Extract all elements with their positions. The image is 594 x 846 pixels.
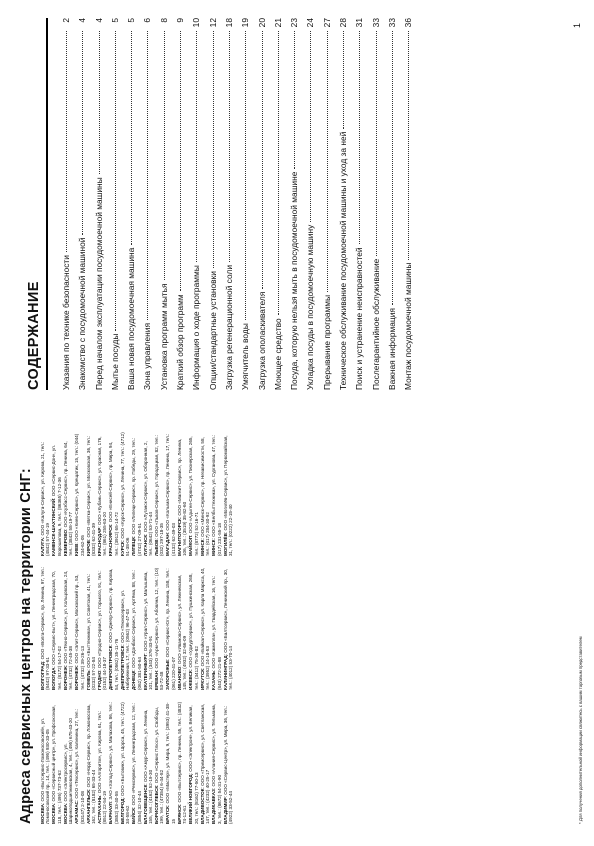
service-entry bbox=[51, 700, 62, 824]
toc-item-page: 12 bbox=[207, 18, 218, 28]
service-entry bbox=[154, 432, 165, 556]
toc-dot-leader bbox=[245, 31, 246, 320]
service-entry bbox=[211, 432, 222, 556]
toc-item-label: Краткий обзор программ bbox=[175, 294, 186, 390]
service-entry bbox=[131, 432, 142, 556]
service-entry-city: МАГАДАН bbox=[165, 533, 171, 556]
service-entry-details: : ООО «Примсервис», ул. Светланская, 147, тел.: (4232) 40-25-17 bbox=[199, 703, 211, 824]
toc-item[interactable] bbox=[123, 18, 139, 390]
service-entry-city: АРЗАМАС bbox=[74, 801, 80, 824]
service-entry-city: ВОРОНЕЖ bbox=[62, 666, 68, 690]
service-entry-city: ВОЛГОГРАД bbox=[40, 661, 45, 690]
service-entry-city: МИНСК bbox=[211, 539, 217, 556]
toc-dot-leader bbox=[82, 31, 83, 235]
toc-item-page: 28 bbox=[338, 18, 349, 28]
toc-item[interactable] bbox=[351, 18, 367, 390]
toc-dot-leader bbox=[229, 31, 230, 262]
service-footnote: * Для получения дополнительной информации свяжитесь с вашим торговым представителем bbox=[578, 636, 583, 824]
service-entry bbox=[200, 700, 211, 824]
service-entry-details: : ООО «Колыма-Сервис», пр. Ленина, 17, тел.: (4132) 62-49-03 bbox=[165, 433, 176, 556]
service-entry-details: : ООО «Магнит-Сервис», пр. Ленина, 106, тел.: (3519) 35-82-60 bbox=[176, 438, 188, 556]
service-entry-details: : ООО «Сервис-Юг», пр. Ленина, 158, тел.: (061) 220-41-07 bbox=[165, 568, 176, 690]
toc-item-page: 6 bbox=[142, 18, 153, 23]
service-entry-details: : ООО «Луганск-Сервис», ул. Оборонная, 2, тел.: (0642) 53-71-44 bbox=[142, 441, 154, 556]
service-entry-details: : ООО «Иваново-Сервис», ул. Лежневская, 145, тел.: (4932) 32-66-09 bbox=[176, 574, 188, 690]
service-entry-city: ЛИПЕЦК bbox=[131, 536, 137, 556]
service-entry bbox=[74, 566, 85, 690]
service-entry-city: МОСКВА bbox=[51, 804, 57, 824]
service-entry bbox=[51, 432, 62, 556]
service-entry bbox=[63, 700, 74, 824]
service-entry bbox=[177, 432, 188, 556]
toc-item[interactable] bbox=[270, 18, 286, 390]
service-entry bbox=[211, 566, 222, 690]
service-entry-city: ВОЛОГДА bbox=[51, 667, 57, 690]
toc-item-page: 18 bbox=[223, 18, 234, 28]
service-entry-details: : ООО «Бытсервис-Ломоносовский», ул. Ломоносовский пр., 14, тел.: (495) 930-33-05 bbox=[40, 717, 51, 824]
toc-item[interactable] bbox=[139, 18, 155, 390]
toc-item[interactable] bbox=[254, 18, 270, 390]
toc-item-page: 33 bbox=[370, 18, 381, 28]
toc-dot-leader bbox=[343, 31, 344, 129]
service-entry bbox=[143, 700, 154, 824]
service-entry-details: : ООО «Вятка-Сервис», ул. Московская, 36, тел.: (8332) 62-41-39 bbox=[85, 435, 97, 556]
toc-item-label: Ваша новая посудомоечная машина bbox=[126, 247, 137, 390]
service-entry bbox=[188, 566, 199, 690]
service-entry-details: : ООО «Белбыттехника», ул. Сурганова, 47, тел.: (017) 231-55-18 bbox=[211, 434, 222, 556]
toc-item[interactable] bbox=[172, 18, 188, 390]
toc-dot-leader bbox=[131, 31, 132, 245]
toc-item-page: 19 bbox=[240, 18, 251, 28]
toc-item-label: Умягчитель воды bbox=[240, 323, 251, 390]
service-entry bbox=[86, 700, 97, 824]
toc-dot-leader bbox=[392, 31, 393, 305]
toc-item-page: 20 bbox=[256, 18, 267, 28]
toc-item-label: Укладка посуды в посудомоечную машину bbox=[305, 224, 316, 390]
service-entry bbox=[108, 566, 119, 690]
service-entry bbox=[200, 432, 211, 556]
service-entry bbox=[143, 566, 154, 690]
service-entry-details: : ООО «Гродно-Сервис», ул. Горького, 91, тел.: (0152) 44-18-37 bbox=[97, 570, 108, 690]
toc-item-page: 4 bbox=[77, 18, 88, 23]
service-entry bbox=[223, 432, 234, 556]
service-entry-details: : ЗАО «Холод-Сервис», ул. Малахова, 86, тел.: (3852) 33-40-55 bbox=[108, 701, 119, 824]
service-entry-city: МОСКВА bbox=[62, 804, 68, 824]
service-entry bbox=[40, 700, 51, 824]
service-entry-details: : ООО «Техсервис», ул. Калинина, 27, тел.: (83147) 2-10-08 bbox=[74, 708, 85, 824]
toc-item-page: 21 bbox=[272, 18, 283, 28]
service-entry bbox=[97, 566, 108, 690]
service-entry-details: : ООО «Норд-Сервис», пр. Ломоносова, 162, тел.: (8182) 65-33-44 bbox=[85, 704, 97, 824]
toc-item-page: 31 bbox=[354, 18, 365, 28]
toc-dot-leader bbox=[359, 31, 360, 244]
service-entry-details: : ООО «Алания-Сервис», ул. Тельмана, 3, тел.: (8672) 54-31-90 bbox=[211, 704, 222, 824]
service-entry bbox=[154, 700, 165, 824]
service-entry bbox=[223, 700, 234, 824]
toc-item-label: Загрузка регенерационной соли bbox=[223, 264, 234, 390]
toc-item-page: 9 bbox=[175, 18, 186, 23]
service-entry-details: : ООО «Кузбасс-Сервис», пр. Ленина, 64, тел.: (3842) 58-19-77 bbox=[62, 441, 74, 556]
toc-item[interactable] bbox=[400, 18, 416, 390]
toc-item-label: Знакомство с посудомоечной машиной bbox=[77, 237, 88, 390]
toc-item-page: 10 bbox=[191, 18, 202, 28]
service-entry bbox=[211, 700, 222, 824]
toc-item-label: Загрузка ополаскивателя bbox=[256, 291, 267, 390]
service-entry bbox=[51, 566, 62, 690]
service-entry-city: ДНЕПРОПЕТРОВСК bbox=[108, 645, 114, 690]
toc-item[interactable] bbox=[319, 18, 335, 390]
service-entry bbox=[74, 700, 85, 824]
service-entry-city: АСТРАХАНЬ bbox=[97, 795, 103, 824]
toc-item-label: Опции/стандартные установки bbox=[207, 271, 218, 390]
service-entry-city: ГОМЕЛЬ bbox=[85, 670, 91, 690]
service-entry bbox=[40, 566, 51, 690]
service-entry bbox=[63, 566, 74, 690]
toc-item-page: 27 bbox=[321, 18, 332, 28]
toc-dot-leader bbox=[262, 31, 263, 289]
service-entry-city: ВОРОНЕЖ bbox=[74, 666, 80, 690]
toc-item[interactable] bbox=[205, 18, 221, 390]
service-entry-city: КИЕВ bbox=[74, 543, 80, 556]
service-entry-city: БЕЛГОРОД bbox=[119, 798, 125, 824]
toc-item-page: 36 bbox=[403, 18, 414, 28]
service-entry-city: ЛУГАНСК bbox=[142, 534, 148, 556]
toc-dot-leader bbox=[164, 31, 165, 281]
service-entry-city: МОСКВА bbox=[40, 804, 45, 824]
toc-item-label: Установка программ мытья bbox=[158, 283, 169, 390]
toc-item-page: 4 bbox=[93, 18, 104, 23]
service-entry bbox=[131, 700, 142, 824]
toc-item[interactable] bbox=[221, 18, 237, 390]
service-entry-city: ДОНЕЦК bbox=[131, 670, 137, 690]
service-entry-details: : ООО «Волга-Сервис», пр. Ленина, 97, тел.: (8442) 97-33-61 bbox=[40, 566, 51, 690]
service-entry-city: ЕРЕВАН bbox=[154, 671, 160, 690]
service-entry bbox=[177, 700, 188, 824]
toc-item-label: Важная информация bbox=[386, 308, 397, 390]
service-entry-city: МАГНИТОГОРСК bbox=[176, 518, 182, 556]
service-entry-city: КАЛУГА bbox=[40, 538, 45, 556]
service-entry-city: БАРНАУЛ bbox=[108, 802, 114, 824]
service-entry-city: ИВАНОВО bbox=[176, 666, 182, 690]
toc-item-page: 33 bbox=[386, 18, 397, 28]
toc-item[interactable] bbox=[74, 18, 90, 390]
service-entry-city: БИЙСК bbox=[131, 807, 137, 824]
service-entry bbox=[154, 566, 165, 690]
toc-item[interactable] bbox=[286, 18, 302, 390]
toc-item[interactable] bbox=[91, 18, 107, 390]
service-entry bbox=[120, 432, 131, 556]
service-entry bbox=[86, 432, 97, 556]
service-entry-details: : ООО «Сервис-Центр», ул. Мира, 36, тел.: (4922) 33-52-44 bbox=[222, 705, 233, 824]
service-entry-details: : ООО «Амур-Сервис», ул. Ленина, 155, тел.: (4162) 52-19-30 bbox=[142, 709, 154, 824]
service-entry-city: МОГИЛЁВ bbox=[222, 533, 228, 556]
toc-item-label: Указания по технике безопасности bbox=[61, 255, 71, 390]
toc-item-page: 24 bbox=[305, 18, 316, 28]
toc-item[interactable] bbox=[107, 18, 123, 390]
service-entry-details: : ООО «Днепр-Сервис», пр. Кирова, 54, тел.: (0562) 35-11-76 bbox=[108, 568, 119, 690]
service-entry-city: ВЛАДИКАВКАЗ bbox=[211, 789, 217, 824]
service-entry bbox=[120, 700, 131, 824]
service-entry-details: : ООО «Могилёв-Сервис», ул. Первомайская, 31, тел.: (0222) 22-15-40 bbox=[222, 435, 233, 556]
toc-item-label: Зона управления bbox=[142, 322, 153, 390]
service-entry-city: КАЗАНЬ bbox=[211, 671, 217, 690]
service-entry bbox=[165, 566, 176, 690]
service-entry bbox=[200, 566, 211, 690]
service-entry-details: : ООО «Быттехника», ул. Советская, 41, тел.: (0232) 57-22-84 bbox=[85, 573, 97, 690]
service-entry-details: : ООО «Бытсервис», пр. Ленина, 55, тел.: (4832) 74-12-61 bbox=[176, 701, 188, 824]
toc-item-label: Прерывание программы bbox=[321, 294, 332, 390]
toc-item-label: Мытье посуды bbox=[109, 333, 120, 390]
service-entry-details: : ООО «Байкал-Сервис», ул. Карла Маркса, 40, тел.: (3952) 24-18-53 bbox=[199, 567, 211, 690]
service-entry bbox=[188, 432, 199, 556]
page-number: 1 bbox=[572, 22, 582, 28]
toc-item[interactable] bbox=[58, 18, 74, 390]
toc-item[interactable] bbox=[237, 18, 253, 390]
service-entry bbox=[86, 566, 97, 690]
toc-item-label: Монтаж посудомоечной машины bbox=[403, 262, 414, 390]
service-entry-city: КРАСНОДАР bbox=[97, 527, 103, 556]
service-entry-city: ДНЕПРОПЕТРОВСК bbox=[119, 645, 125, 690]
service-entry-details: : ООО «Донбасс-Сервис», ул. Артёма, 88, тел.: (062) 381-50-64 bbox=[131, 569, 142, 690]
toc-dot-leader bbox=[376, 31, 377, 256]
service-entry-city: КРАСНОЯРСК bbox=[108, 524, 114, 556]
service-entry-details: : ООО «Кубань-Сервис», ул. Красная, 176, тел.: (861) 255-63-20 bbox=[97, 436, 108, 556]
service-entry-city: КАМЕНСК-ШАХТИНСКИЙ bbox=[51, 498, 57, 556]
toc-dot-leader bbox=[294, 31, 295, 169]
toc-dot-leader bbox=[115, 31, 116, 331]
service-entry-details: : ООО «Удмуртсервис», ул. Пушкинская, 268, тел.: (3412) 75-35-82 bbox=[188, 573, 199, 690]
toc-dot-leader bbox=[408, 31, 409, 260]
toc-item-label: Моющее средство bbox=[272, 318, 283, 390]
service-entry-city: БРАТСК bbox=[165, 806, 171, 824]
service-entry-details: : ООО «Электрон», ул. Великая, 20, тел.: (8162) 77-50-13 bbox=[188, 705, 199, 824]
service-entry bbox=[177, 566, 188, 690]
service-entry-details: : ООО «Арм-Сервис», ул. Абовяна, 12, тел.: (10) 53-72-48 bbox=[154, 567, 165, 690]
service-centers-columns bbox=[40, 432, 234, 824]
service-entry-details: : ООО «Минск-Сервис», пр. Независимости, 58, тел.: (017) 284-30-92 bbox=[199, 437, 211, 556]
toc-item-label: Посуда, которую нельзя мыть в посудомоечной машине bbox=[289, 171, 300, 390]
service-entry-city: МИНСК bbox=[199, 539, 205, 556]
service-entry-city: ИЖЕВСК bbox=[188, 670, 194, 690]
service-entry-details: : ООО «Мастер», ул. Мира, 9, тел.: (3953) 41-38-15 bbox=[165, 702, 176, 824]
service-entry-details: : ООО «Калуга-Сервис», ул. Кирова, 21, тел.: (4842) 57-44-19 bbox=[40, 441, 51, 556]
toc-item-label: Перед началом эксплуатации посудомоечной машины bbox=[93, 177, 104, 390]
service-entry-city: ЗАПОРОЖЬЕ bbox=[165, 659, 171, 690]
toc-item-page: 5 bbox=[126, 18, 137, 23]
service-entry-details: : ООО «Балтсервис», Ленинский пр., 30, тел.: (4012) 53-70-14 bbox=[222, 568, 233, 690]
service-entry-details: : ООО «Сервисный центр», ул. Профсоюзная, 118, тел.: (495) 737-73-62 bbox=[51, 705, 62, 824]
service-entry bbox=[40, 432, 51, 556]
service-entry bbox=[188, 700, 199, 824]
service-entry-city: ВЕЛИКИЙ НОВГОРОД bbox=[188, 774, 194, 824]
service-entry-details: : ООО «Электросервис», ул. Шарикоподшипниковская, 4, тел.: (495) 675-43-20 bbox=[62, 718, 74, 824]
service-entry bbox=[120, 566, 131, 690]
service-entry-details: : ООО «Техно-Сервис», ул. Кольцовская, 24, тел.: (4732) 72-45-38 bbox=[62, 570, 74, 690]
service-entry-city: МАЙКОП bbox=[188, 535, 194, 556]
service-entry-city: КЕМЕРОВО bbox=[62, 529, 68, 556]
service-entry-city: БОРИСОГЛЕБСК bbox=[154, 785, 160, 824]
service-entry-details: : ООО «Алгоритм», ул. Кирова, 61, тел.: (8512) 22-54-19 bbox=[97, 710, 108, 824]
service-entry-details: : ООО «Камилла», ул. Гвардейская, 16, тел.: (843) 272-21-88 bbox=[211, 575, 222, 690]
service-entry-city: ВЛАДИМИР bbox=[222, 797, 228, 824]
service-entry bbox=[108, 700, 119, 824]
service-entry-city: КАЛИНИНГРАД bbox=[222, 655, 228, 690]
toc-item-page: 23 bbox=[289, 18, 300, 28]
service-entry-details: : ООО «Енисей-Сервис», пр. Мира, 94, тел.: (3912) 65-14-72 bbox=[108, 441, 119, 556]
service-entry-city: ИРКУТСК bbox=[199, 668, 205, 690]
toc-item[interactable] bbox=[335, 18, 351, 390]
toc-title: СОДЕРЖАНИЕ bbox=[26, 18, 48, 390]
toc-dot-leader bbox=[278, 31, 279, 315]
service-entry-details: : ООО «Адыгея-Сервис», ул. Пионерская, 265, тел.: (8772) 52-16-71 bbox=[188, 436, 199, 556]
toc-dot-leader bbox=[99, 31, 100, 174]
toc-dot-leader bbox=[196, 31, 197, 262]
service-centers-section bbox=[18, 432, 584, 824]
toc-dot-leader bbox=[180, 31, 181, 291]
service-entry bbox=[74, 432, 85, 556]
service-entry-city: ЛЬВОВ bbox=[154, 539, 160, 556]
service-entry bbox=[97, 432, 108, 556]
service-entry bbox=[223, 566, 234, 690]
service-entry-city: КУРСК bbox=[119, 541, 125, 556]
service-entry-details: : ООО «Курск-Сервис», ул. Ленина, 77, тел.: (4712) 51-38-06 bbox=[119, 432, 131, 556]
service-entry bbox=[63, 432, 74, 556]
service-entry-details: : ООО «Киев-Сервис», ул. Крещатик, 15, тел.: (044) 234-62-05 bbox=[74, 433, 85, 556]
service-entry-details: : ООО «Сервис-Быт», ул. Ленинградская, 70, тел.: (8172) 54-17-02 bbox=[51, 571, 62, 690]
toc-item-label: Информация о ходе программы bbox=[191, 265, 202, 390]
service-entry-details: : ООО «Сервис Плюс», ул. Свободы, 199, тел.: (47354) 6-44-82 bbox=[154, 706, 165, 824]
toc-item[interactable] bbox=[156, 18, 172, 390]
service-entry-city: КИРОВ bbox=[85, 540, 91, 556]
toc-item-page: 8 bbox=[158, 18, 169, 23]
service-centers-title: Адреса сервисных центров на территории СНГ: bbox=[18, 468, 34, 824]
toc-item[interactable] bbox=[302, 18, 318, 390]
toc-dot-leader bbox=[147, 31, 148, 320]
service-entry-city: ЕКАТЕРИНБУРГ bbox=[142, 653, 148, 690]
service-entry bbox=[165, 432, 176, 556]
toc-item[interactable] bbox=[188, 18, 204, 390]
service-entry-city: АРХАНГЕЛЬСК bbox=[85, 789, 91, 824]
toc-item-page: 2 bbox=[61, 18, 71, 23]
toc-dot-leader bbox=[66, 31, 67, 252]
toc-item-label: Послегарантийное обслуживание bbox=[370, 258, 381, 390]
service-entry-city: ВЛАДИВОСТОК bbox=[199, 788, 205, 824]
toc-item[interactable] bbox=[384, 18, 400, 390]
service-entry bbox=[97, 700, 108, 824]
toc-item-label: Поиск и устранение неисправностей bbox=[354, 247, 365, 390]
service-entry-details: : ООО «Техносервис», ул. Набережная, 17, тел.: (0562) 96-47-03 bbox=[119, 589, 131, 690]
service-entry-details: : ООО «Урал-Сервис», ул. Малышева, 101, тел.: (343) 376-33-91 bbox=[142, 571, 154, 690]
service-entry bbox=[165, 700, 176, 824]
service-entry-details: : ООО «Ремсервис», ул. Ленинградская, 12, тел.: (3854) 32-10-44 bbox=[131, 703, 142, 824]
service-entry-details: : ООО «Элит-Сервис», Московский пр., 53, тел.: (4732) 39-26-13 bbox=[74, 574, 85, 690]
toc-dot-leader bbox=[327, 31, 328, 292]
service-entry bbox=[131, 566, 142, 690]
table-of-contents bbox=[26, 18, 566, 390]
service-entry-city: БЛАГОВЕЩЕНСК bbox=[142, 784, 148, 824]
toc-item-label: Техническое обслуживание посудомоечной машины и уход за ней bbox=[338, 131, 349, 390]
service-entry bbox=[143, 432, 154, 556]
service-entry-details: : ООО «Львов-Сервис», ул. Городоцкая, 82, тел.: (032) 297-18-35 bbox=[154, 435, 165, 556]
toc-item-page: 5 bbox=[109, 18, 120, 23]
service-entry-details: : ООО «Липецк-Сервис», пр. Победы, 29, тел.: (4742) 27-09-51 bbox=[131, 437, 142, 556]
service-entry-details: : ООО «Сервис-Дон», ул. Ворошилова, 9, тел.: (86365) 7-12-36 bbox=[51, 444, 62, 556]
service-entry-details: : ООО «Бытовик», ул. Щорса, 45, тел.: (4722) 34-58-62 bbox=[119, 702, 131, 824]
service-entry bbox=[108, 432, 119, 556]
service-entry-city: ГРОДНО bbox=[97, 670, 103, 690]
toc-dot-leader bbox=[213, 31, 214, 268]
toc-list bbox=[58, 18, 417, 390]
toc-dot-leader bbox=[310, 31, 311, 222]
toc-item[interactable] bbox=[368, 18, 384, 390]
service-entry-city: БРЯНСК bbox=[176, 805, 182, 824]
